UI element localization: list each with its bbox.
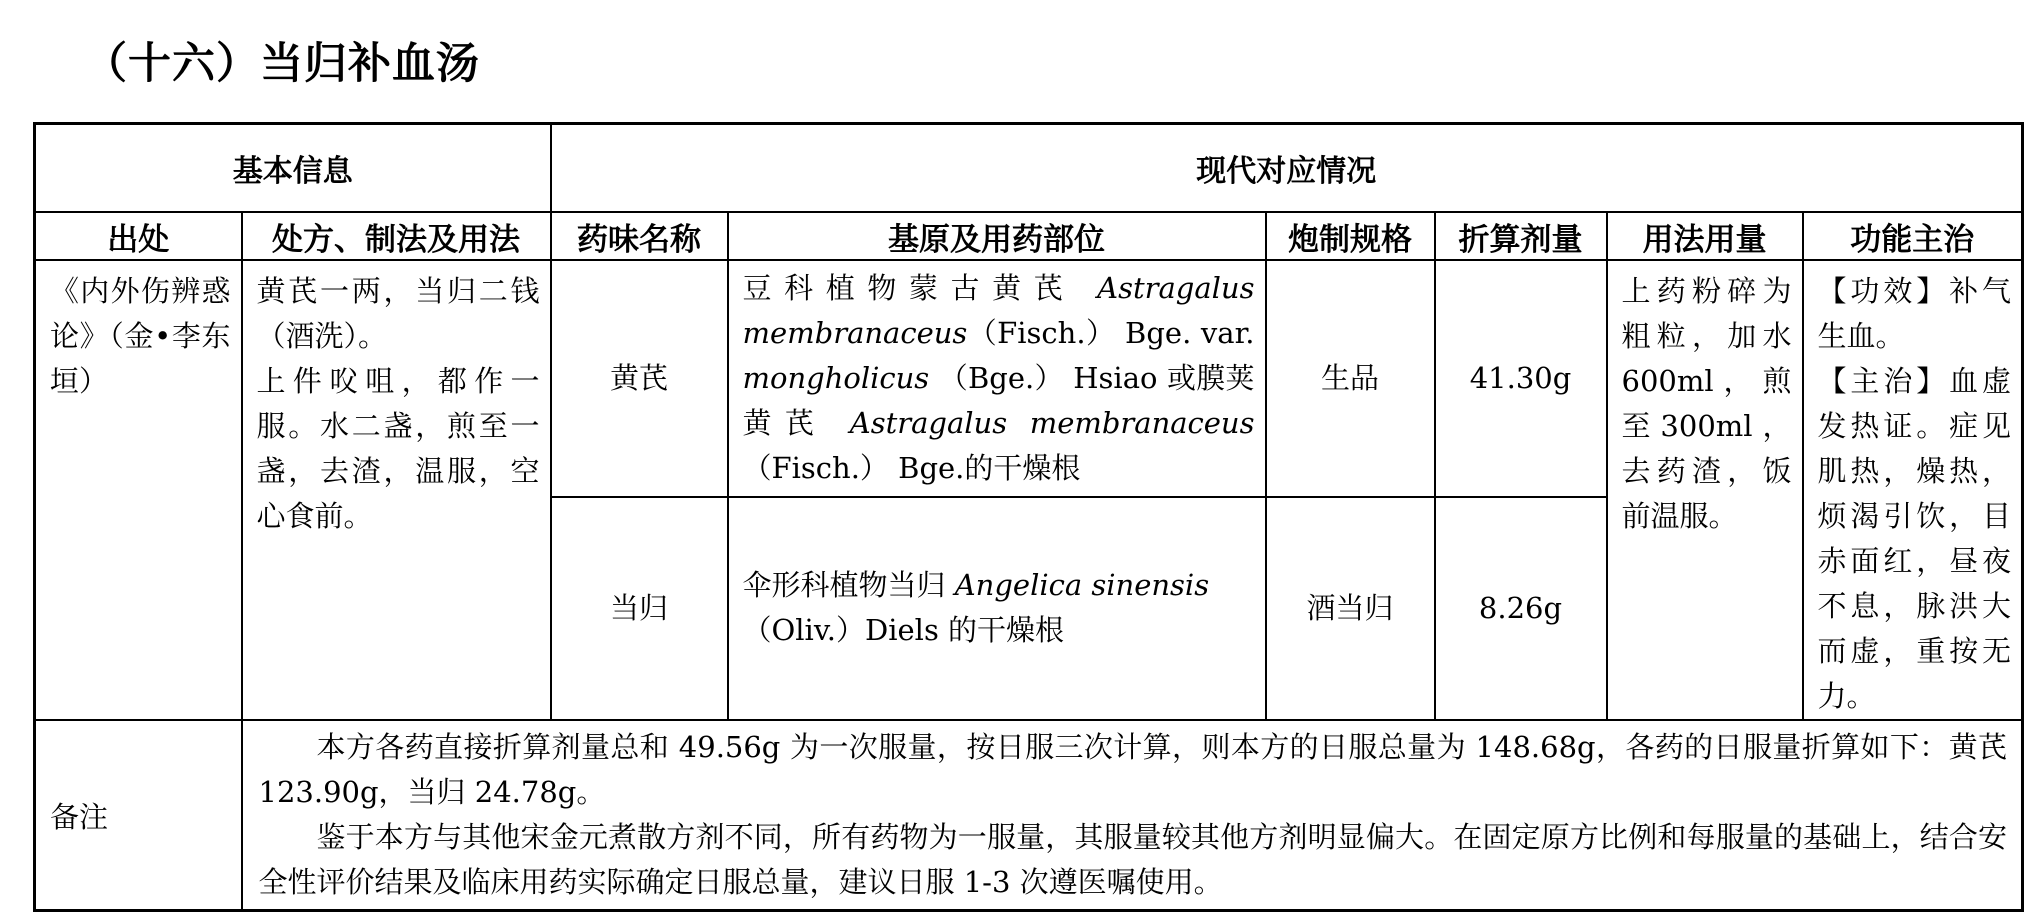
column-header-dose: 折算剂量 bbox=[1435, 212, 1607, 260]
notes-cell bbox=[242, 720, 2023, 911]
latin-name: Astragalus membranaceus bbox=[849, 405, 1255, 440]
formula-table bbox=[33, 122, 2024, 912]
basis-text: （Fisch.） Bge. var. bbox=[967, 315, 1255, 350]
source-cell: 《内外伤辨惑论》（金•李东垣） bbox=[35, 260, 242, 720]
herb-name-cell: 黄芪 bbox=[551, 260, 728, 497]
function-indication: 【主治】血虚发热证。症见肌热，燥热，烦渴引饮，目赤面红，昼夜不息，脉洪大而虚，重按无力。 bbox=[1817, 364, 2012, 713]
column-header-source: 出处 bbox=[35, 212, 242, 260]
column-header-usage: 用法用量 bbox=[1607, 212, 1803, 260]
latin-name: Astragalus membranaceus bbox=[742, 270, 1255, 350]
function-cell bbox=[1803, 260, 2023, 720]
basis-text: 豆科植物蒙古黄芪 bbox=[742, 270, 1098, 305]
column-header-herb-name: 药味名称 bbox=[551, 212, 728, 260]
latin-name: Angelica sinensis bbox=[954, 568, 1210, 603]
function-efficacy: 【功效】补气生血。 bbox=[1817, 274, 2012, 353]
dose-cell: 8.26g bbox=[1435, 497, 1607, 720]
prescription-line: 上件㕮咀，都作一服。水二盏，煎至一盏，去渣，温服，空心食前。 bbox=[256, 364, 540, 533]
note-paragraph: 鉴于本方与其他宋金元煮散方剂不同，所有药物为一服量，其服量较其他方剂明显偏大。在固定原方比例和每服量的基础上，结合安全性评价结果及临床用药实际确定日服总量，建议日服 1-3 次遵医嘱使用。 bbox=[258, 820, 2008, 899]
usage-cell: 上药粉碎为粗粒，加水600ml，煎至300ml，去药渣，饭前温服。 bbox=[1607, 260, 1803, 720]
column-header-basis: 基原及用药部位 bbox=[728, 212, 1266, 260]
notes-label: 备注 bbox=[35, 720, 242, 911]
basis-text: （Oliv.）Diels 的干燥根 bbox=[742, 613, 1065, 648]
dose-cell: 41.30g bbox=[1435, 260, 1607, 497]
note-paragraph: 本方各药直接折算剂量总和 49.56g 为一次服量，按日服三次计算，则本方的日服总量为 148.68g，各药的日服量折算如下：黄芪 123.90g，当归 24.78g。 bbox=[258, 730, 2008, 809]
herb-basis-cell bbox=[728, 497, 1266, 720]
prescription-cell bbox=[242, 260, 551, 720]
column-header-row bbox=[35, 212, 2023, 260]
basis-text: 伞形科植物当归 bbox=[742, 568, 955, 603]
page-title: （十六）当归补血汤 bbox=[84, 39, 480, 89]
column-header-prescription: 处方、制法及用法 bbox=[242, 212, 551, 260]
herb-basis-cell bbox=[728, 260, 1266, 497]
basis-text: （Bge.） Hsiao 或膜荚黄芪 bbox=[742, 360, 1255, 440]
latin-name: mongholicus bbox=[742, 360, 930, 395]
basis-text: （Fisch.） Bge.的干燥根 bbox=[742, 450, 1081, 485]
prescription-line: 黄芪一两，当归二钱（酒洗）。 bbox=[256, 274, 540, 353]
processing-cell: 生品 bbox=[1266, 260, 1435, 497]
group-header-row bbox=[35, 124, 2023, 213]
group-header-basic: 基本信息 bbox=[35, 124, 551, 213]
group-header-modern: 现代对应情况 bbox=[551, 124, 2023, 213]
column-header-function: 功能主治 bbox=[1803, 212, 2023, 260]
herb-name-cell: 当归 bbox=[551, 497, 728, 720]
column-header-processing: 炮制规格 bbox=[1266, 212, 1435, 260]
processing-cell: 酒当归 bbox=[1266, 497, 1435, 720]
notes-row bbox=[35, 720, 2023, 911]
table-row-huangqi bbox=[35, 260, 2023, 497]
